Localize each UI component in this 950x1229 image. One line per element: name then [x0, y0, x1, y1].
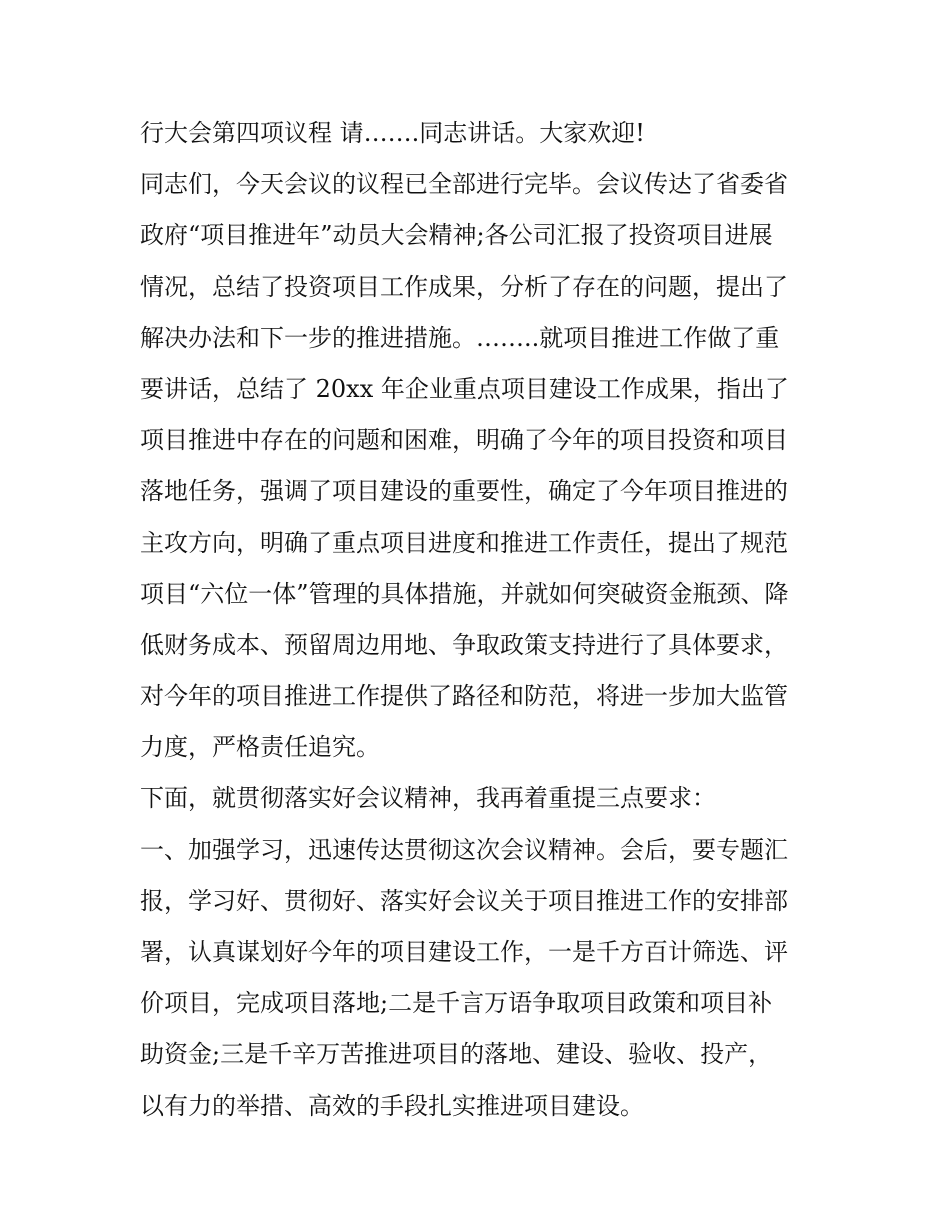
text-line: 以有力的举措、高效的手段扎实推进项目建设。 — [140, 1091, 644, 1120]
text-line: 署，认真谋划好今年的项目建设工作，一是千方百计筛选、评 — [140, 938, 788, 966]
text-line: 情况，总结了投资项目工作成果，分析了存在的问题，提出了 — [140, 272, 788, 301]
text-line: 项目推进中存在的问题和困难，明确了今年的项目投资和项目 — [140, 426, 788, 455]
text-line: 项目“六位一体”管理的具体措施，并就如何突破资金瓶颈、降 — [140, 579, 789, 608]
text-line: 行大会第四项议程 请…….同志讲话。大家欢迎! — [140, 119, 645, 147]
text-line: 报，学习好、贯彻好、落实好会议关于项目推进工作的安排部 — [140, 886, 788, 915]
text-line: 政府“项目推进年”动员大会精神;各公司汇报了投资项目进展 — [140, 221, 773, 250]
text-line: 下面，就贯彻落实好会议精神，我再着重提三点要求： — [140, 784, 716, 813]
text-line: 力度，严格责任追究。 — [140, 733, 380, 762]
text-line: 同志们，今天会议的议程已全部进行完毕。会议传达了省委省 — [140, 170, 788, 199]
text-line: 主攻方向，明确了重点项目进度和推进工作责任，提出了规范 — [140, 528, 788, 557]
text-line: 对今年的项目推进工作提供了路径和防范，将进一步加大监管 — [140, 682, 788, 711]
text-line: 低财务成本、预留周边用地、争取政策支持进行了具体要求， — [140, 630, 788, 659]
text-line: 价项目，完成项目落地;二是千言万语争取项目政策和项目补 — [140, 989, 773, 1018]
text-line: 一、加强学习，迅速传达贯彻这次会议精神。会后，要专题汇 — [140, 835, 788, 864]
text-line: 助资金;三是千辛万苦推进项目的落地、建设、验收、投产， — [140, 1040, 773, 1069]
text-line: 解决办法和下一步的推进措施。……..就项目推进工作做了重 — [140, 323, 780, 352]
text-line: 要讲话，总结了 20xx 年企业重点项目建设工作成果，指出了 — [140, 374, 789, 403]
document-body — [140, 108, 820, 1132]
text-line: 落地任务，强调了项目建设的重要性，确定了今年项目推进的 — [140, 477, 788, 506]
